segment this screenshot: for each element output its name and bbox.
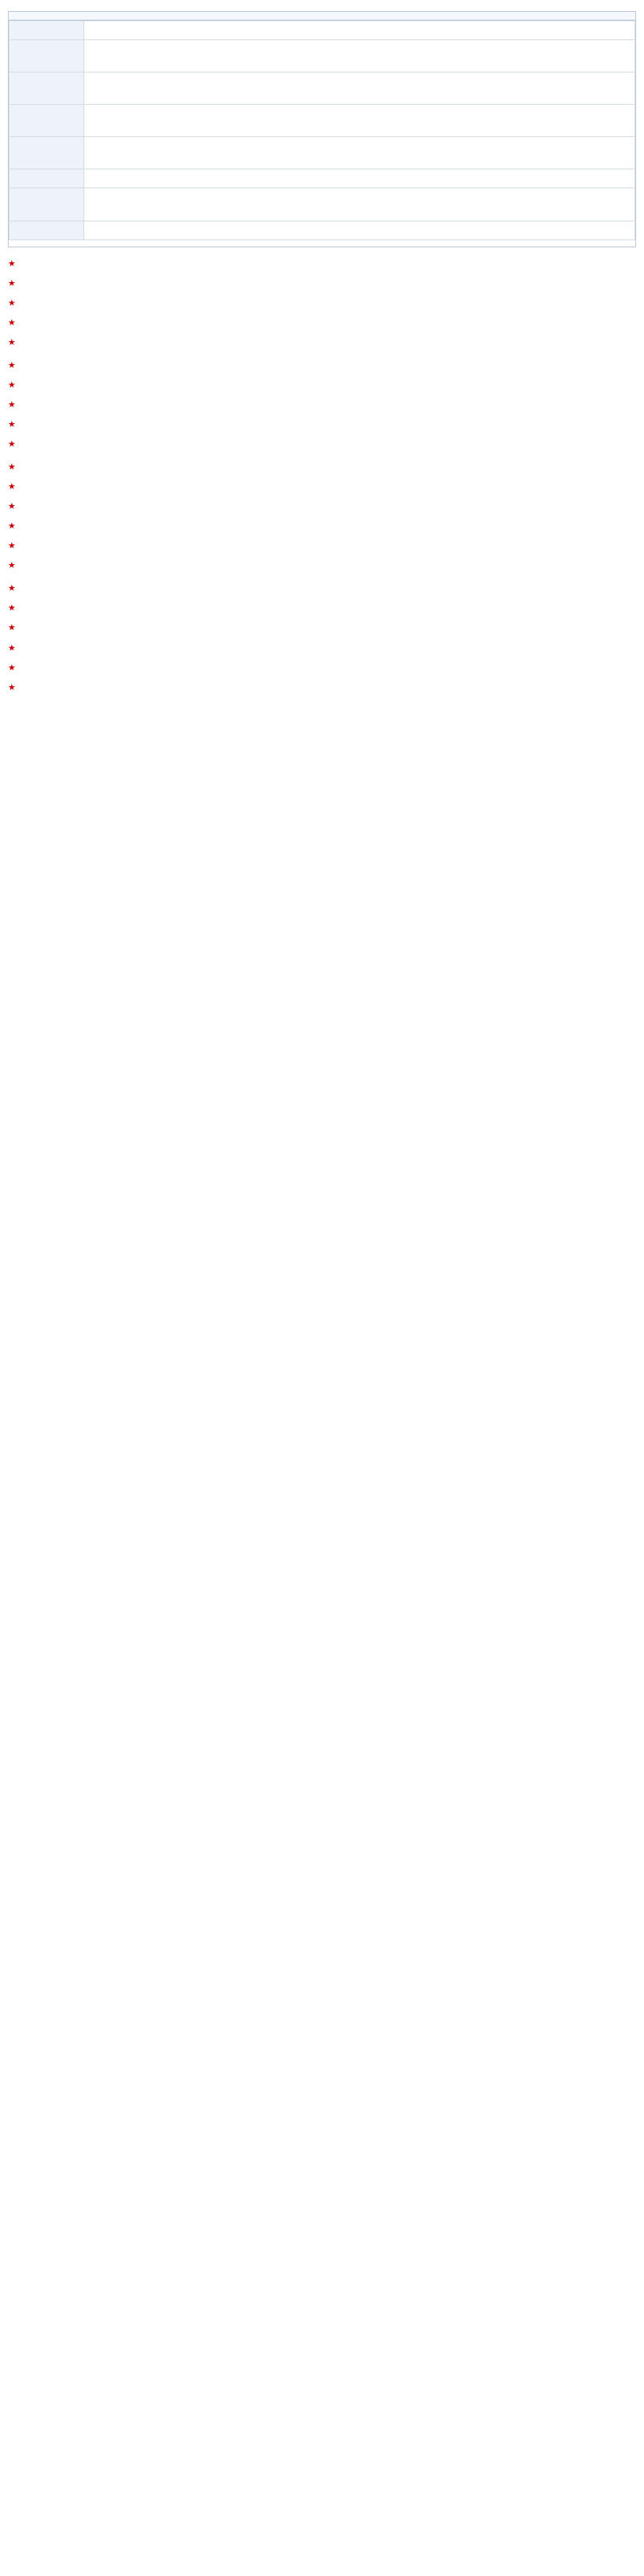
prefecture-list — [84, 40, 635, 72]
region-row — [9, 21, 635, 40]
attraction-paragraph — [8, 641, 636, 655]
star-icon: ★ — [8, 258, 16, 269]
region-row — [9, 72, 635, 105]
region-name — [9, 137, 84, 169]
star-icon: ★ — [8, 481, 16, 492]
prefecture-list — [84, 137, 635, 169]
region-row — [9, 169, 635, 188]
itinerary-page — [0, 0, 644, 719]
prefecture-list — [84, 169, 635, 188]
star-icon: ★ — [8, 439, 16, 450]
attraction-paragraph — [8, 257, 636, 270]
attraction-paragraph — [8, 398, 636, 411]
attraction-paragraph — [8, 581, 636, 595]
region-row — [9, 40, 635, 72]
star-icon: ★ — [8, 603, 16, 614]
prefecture-list — [84, 221, 635, 239]
star-icon: ★ — [8, 462, 16, 473]
attraction-paragraph — [8, 559, 636, 572]
star-icon: ★ — [8, 336, 16, 347]
prefecture-list — [84, 105, 635, 137]
attraction-paragraph — [8, 277, 636, 290]
prefecture-list — [84, 72, 635, 105]
attraction-paragraph — [8, 601, 636, 614]
region-name — [9, 188, 84, 221]
star-icon: ★ — [8, 297, 16, 308]
region-row — [9, 221, 635, 239]
star-icon: ★ — [8, 642, 16, 653]
attraction-paragraph — [8, 358, 636, 372]
region-name — [9, 40, 84, 72]
region-name — [9, 21, 84, 40]
region-row — [9, 137, 635, 169]
attraction-paragraph — [8, 681, 636, 694]
star-icon: ★ — [8, 277, 16, 288]
prefecture-list — [84, 21, 635, 40]
star-icon: ★ — [8, 560, 16, 571]
region-row — [9, 105, 635, 137]
star-icon: ★ — [8, 359, 16, 370]
region-name — [9, 169, 84, 188]
table-note — [9, 240, 635, 247]
prefecture-table — [8, 11, 636, 247]
attraction-paragraph — [8, 460, 636, 473]
table-caption — [9, 12, 635, 20]
days-container — [8, 257, 636, 694]
day-section — [8, 358, 636, 451]
day-section — [8, 257, 636, 349]
star-icon: ★ — [8, 583, 16, 594]
star-icon: ★ — [8, 379, 16, 390]
star-icon: ★ — [8, 622, 16, 633]
attraction-paragraph — [8, 378, 636, 392]
attraction-paragraph — [8, 539, 636, 552]
star-icon: ★ — [8, 681, 16, 692]
attraction-paragraph — [8, 437, 636, 451]
star-icon: ★ — [8, 521, 16, 532]
attraction-paragraph — [8, 661, 636, 674]
prefecture-list — [84, 188, 635, 221]
star-icon: ★ — [8, 540, 16, 551]
attraction-paragraph — [8, 480, 636, 493]
region-name — [9, 72, 84, 105]
region-row — [9, 188, 635, 221]
attraction-paragraph — [8, 499, 636, 513]
star-icon: ★ — [8, 317, 16, 328]
attraction-paragraph — [8, 519, 636, 533]
star-icon: ★ — [8, 501, 16, 512]
regions-table — [9, 20, 635, 240]
attraction-paragraph — [8, 316, 636, 329]
star-icon: ★ — [8, 418, 16, 429]
region-name — [9, 221, 84, 239]
attraction-paragraph — [8, 621, 636, 634]
attraction-paragraph — [8, 336, 636, 349]
star-icon: ★ — [8, 399, 16, 410]
day-section — [8, 460, 636, 572]
star-icon: ★ — [8, 662, 16, 673]
attraction-paragraph — [8, 296, 636, 310]
day-section — [8, 581, 636, 693]
attraction-paragraph — [8, 418, 636, 431]
region-name — [9, 105, 84, 137]
